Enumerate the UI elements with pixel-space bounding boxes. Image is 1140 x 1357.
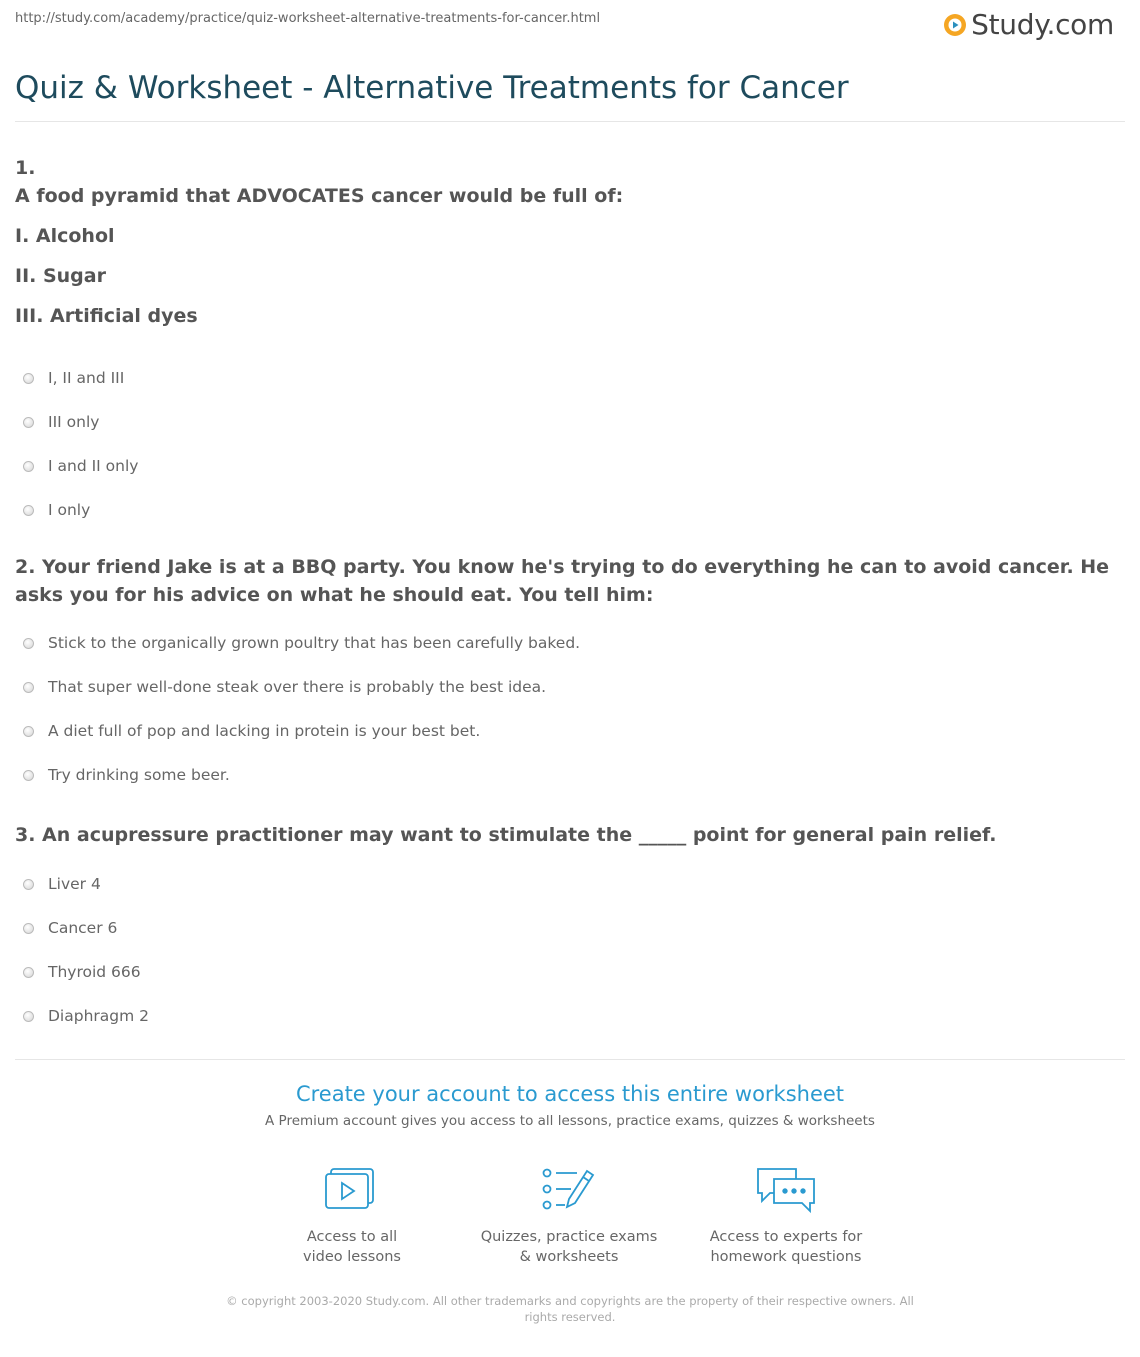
radio-button[interactable] <box>23 726 34 737</box>
radio-button[interactable] <box>23 682 34 693</box>
answer-option[interactable] <box>15 753 1115 797</box>
create-account-link[interactable]: Create your account to access this entire worksheet <box>295 1082 845 1106</box>
brand-name: Study.com <box>971 8 1114 41</box>
radio-button[interactable] <box>23 505 34 516</box>
answer-option[interactable] <box>15 621 1115 665</box>
page-url: http://study.com/academy/practice/quiz-worksheet-alternative-treatments-for-cancer.html <box>15 11 601 26</box>
title-divider <box>15 121 1125 122</box>
answer-label: III only <box>48 413 100 431</box>
question-text: 3. An acupressure practitioner may want to stimulate the _____ point for general pain relief. <box>15 824 997 846</box>
answer-label: Cancer 6 <box>48 919 118 937</box>
question-number: 1. <box>15 157 36 179</box>
chat-bubbles-icon <box>754 1165 818 1215</box>
radio-button[interactable] <box>23 879 34 890</box>
feature-label: Access to all <box>306 1229 398 1245</box>
radio-button[interactable] <box>23 638 34 649</box>
premium-description: A Premium account gives you access to all lessons, practice exams, quizzes & worksheets <box>265 1113 875 1129</box>
answer-label: Liver 4 <box>48 875 101 893</box>
feature-label: video lessons <box>303 1249 401 1265</box>
feature-experts <box>686 1165 886 1267</box>
answer-label: I, II and III <box>48 369 125 387</box>
answer-option[interactable] <box>15 356 1115 400</box>
answer-option[interactable] <box>15 906 1115 950</box>
answer-option[interactable] <box>15 862 1115 906</box>
question-1 <box>15 154 1115 532</box>
radio-button[interactable] <box>23 770 34 781</box>
feature-video-lessons <box>252 1165 452 1267</box>
answer-label: Stick to the organically grown poultry that has been carefully baked. <box>48 634 581 652</box>
question-text: A food pyramid that ADVOCATES cancer would be full of: <box>15 185 624 207</box>
answer-option[interactable] <box>15 950 1115 994</box>
answer-option[interactable] <box>15 444 1115 488</box>
answer-label: I only <box>48 501 91 519</box>
answer-label: A diet full of pop and lacking in protein is your best bet. <box>48 722 481 740</box>
radio-button[interactable] <box>23 417 34 428</box>
play-circle-icon <box>943 13 967 37</box>
radio-button[interactable] <box>23 461 34 472</box>
answer-option[interactable] <box>15 709 1115 753</box>
copyright-notice: © copyright 2003-2020 Study.com. All other trademarks and copyrights are the property of their respective owners. All rights reserved. <box>226 1294 914 1324</box>
answer-label: Thyroid 666 <box>48 963 141 981</box>
question-text: 2. Your friend Jake is at a BBQ party. You know he's trying to do everything he can to avoid cancer. He asks you for his advice on what he should eat. You tell him: <box>15 556 1110 606</box>
section-divider <box>15 1059 1125 1060</box>
radio-button[interactable] <box>23 1011 34 1022</box>
study-logo[interactable] <box>943 8 1114 41</box>
feature-label: Quizzes, practice exams <box>480 1229 658 1245</box>
answer-label: Diaphragm 2 <box>48 1007 149 1025</box>
question-statement: III. Artificial dyes <box>15 305 198 327</box>
feature-label: & worksheets <box>519 1249 619 1265</box>
radio-button[interactable] <box>23 967 34 978</box>
page-title: Quiz & Worksheet - Alternative Treatments for Cancer <box>15 70 849 106</box>
answer-option[interactable] <box>15 994 1115 1038</box>
radio-button[interactable] <box>23 373 34 384</box>
video-lessons-icon <box>320 1165 384 1215</box>
radio-button[interactable] <box>23 923 34 934</box>
question-2 <box>15 553 1115 797</box>
answer-label: I and II only <box>48 457 139 475</box>
question-statement: I. Alcohol <box>15 225 115 247</box>
feature-label: homework questions <box>710 1249 862 1265</box>
answer-option[interactable] <box>15 488 1115 532</box>
feature-quizzes <box>469 1165 669 1267</box>
answer-option[interactable] <box>15 400 1115 444</box>
question-statement: II. Sugar <box>15 265 106 287</box>
question-3 <box>15 821 1115 1038</box>
answer-label: That super well-done steak over there is probably the best idea. <box>48 678 547 696</box>
answer-option[interactable] <box>15 665 1115 709</box>
feature-label: Access to experts for <box>709 1229 863 1245</box>
quiz-checklist-icon <box>537 1165 601 1215</box>
answer-label: Try drinking some beer. <box>48 766 230 784</box>
